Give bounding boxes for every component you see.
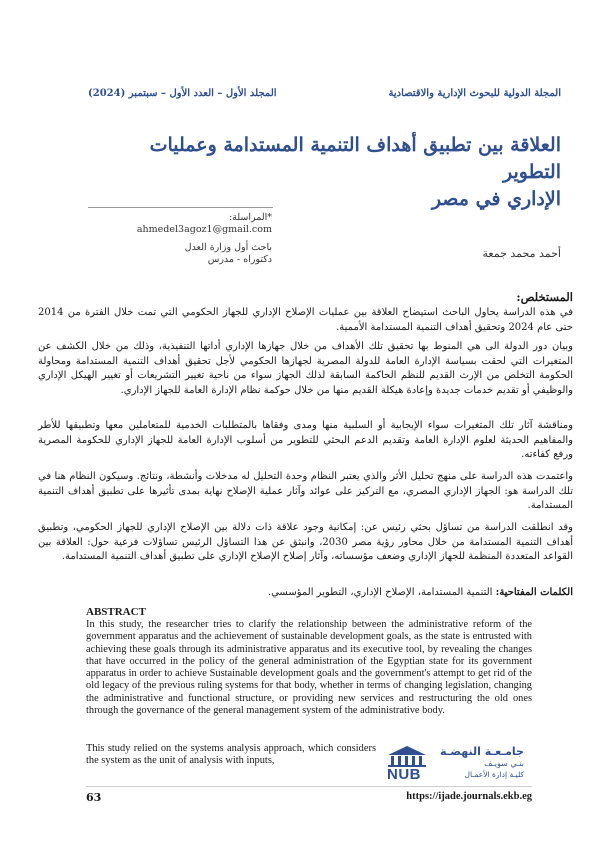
affiliation-rule xyxy=(88,207,273,208)
logo-abbreviation: NUB xyxy=(387,766,421,783)
author-degree: دكتوراه - مدرس xyxy=(207,254,272,265)
abstract-en-heading: ABSTRACT xyxy=(86,606,146,618)
abstract-ar-paragraph-5: وقد انطلقت الدراسة من تساؤل بحثي رئيس عن: إمكانية وجود علاقة ذات دلالة بين الإصلاح الإداري للجهاز الحكومي، وتطبيق أهداف التنمية المستدامة من خلال محاور رؤية مصر 2030، وانبثق عن هذا التساؤل الرئيس تساؤلات فرعية حول: العلاقة بين القواعد المتعددة المنظمة للجهاز الإداري وضعف مؤسساته، وآثار إصلاح الإصلاح الإداري على تطبيق أهداف التنمية المستدامة. xyxy=(38,522,573,562)
abstract-ar-paragraph-4: واعتمدت هذه الدراسة على منهج تحليل الأثر والذي يعتبر النظام وحدة التحليل له مدخلات وأنشطة، ونتائج. وسيكون النظام هنا في تلك الدراسة هو: الجهاز الإداري المصري، مع التركيز على عوائد وآثار عملية الإصلاح نهاية بمدى تأثيرها على تطبيق أهداف التنمية المستدامة. xyxy=(38,471,573,511)
abstract-en-paragraph-2: This study relied on the systems analysis approach, which considers the system as the unit of analysis with inputs, xyxy=(86,743,376,767)
abstract-ar-paragraph-3: ومناقشة آثار تلك المتغيرات سواء الإيجابية أو السلبية منها ومدى وفقاها بالمتطلبات الخدمية للمتعاملين معها وتطبيقها للأطر والمفاهيم الحديثة لعلوم الإدارة العامة وتقديم الدعم البحثي للتطوير من أسلوب الإدارة العامة للجهاز الإداري للحكومة المصرية ورفع كفاءته. xyxy=(38,420,573,460)
author-name: أحمد محمد جمعة xyxy=(482,247,561,260)
footer-rule xyxy=(86,786,532,787)
journal-name: المجلة الدولية للبحوث الإدارية والاقتصادية xyxy=(388,88,561,99)
logo-name-line-2: بنـي سويـف xyxy=(484,759,524,768)
abstract-ar-paragraph-1: في هذه الدراسة يحاول الباحث استيضاح العلاقة بين عمليات الإصلاح الإداري للجهاز الحكومي التي تمت خلال الفترة من 2014 حتى عام 2024 وتحقيق أهداف التنمية المستدامة الأممية. xyxy=(38,307,573,333)
keywords-label: الكلمات المفتاحية: xyxy=(495,587,573,598)
author-position: باحث أول وزارة العدل xyxy=(184,242,272,253)
keywords-text: التنمية المستدامة، الإصلاح الإداري، التطوير المؤسسي. xyxy=(267,587,493,598)
building-icon xyxy=(386,745,428,767)
abstract-en-paragraph-1: In this study, the researcher tries to clarify the relationship between the administrative reform of the government apparatus and the achievement of sustainable development goals, as the state is entrusted with achieving these goals through its administrative apparatus and its executive tool, by revealing the changes that have occurred in the policy of the general administration of the Egyptian state for its government apparatus in order to achieve Sustainable development goals and the government's attempt to get rid of the old legacy of the previous ruling systems for that body, whether in terms of changing legislation, changing the administrative and functional structure, or providing new services and restructuring the old ones through the governance of the general management system of the administrative body. xyxy=(86,619,532,717)
logo-name-line-3: كليـة إدارة الأعمـال xyxy=(464,770,524,779)
volume-issue: المجلد الأول – العدد الأول – سبتمبر (2024) xyxy=(88,88,277,99)
correspondence-label: *المراسلة: xyxy=(228,212,272,223)
abstract-ar-paragraph-2: وبيان دور الدولة الى هي المنوط بها تحقيق تلك الأهداف من خلال جهازها الإداري أداتها التنفيذية، وذلك من خلال الكشف عن المتغيرات التي لحقت بسياسة الإدارة العامة للدولة المصرية لجهازها الحكومي لأجل تحقيق أهداف التنمية المستدامة ومحاولة الحكومة التخلص من الإرث القديم للنظم الحاكمة السابقة لذلك الجهاز سواء من ناحية تغيير التشريعات أو تغيير الهيكل الإداري والوظيفي أو تقديم خدمات جديدة وإعادة هيكلة القديم منها من خلال حوكمة نظام الإدارة العامة للجهاز الإداري. xyxy=(38,341,573,396)
paper-title xyxy=(91,132,561,213)
page-number: 63 xyxy=(86,791,102,804)
title-line-1: العلاقة بين تطبيق أهداف التنمية المستدامة وعمليات التطوير xyxy=(149,134,561,183)
journal-url[interactable]: https://ijade.journals.ekb.eg xyxy=(406,791,532,802)
university-logo xyxy=(386,745,526,783)
abstract-ar-heading: المستخلص: xyxy=(516,290,573,304)
affiliation-block xyxy=(112,212,272,266)
author-email[interactable]: ahmedel3agoz1@gmail.com xyxy=(136,224,272,235)
keywords-line xyxy=(38,587,573,598)
logo-name-line-1: جامـعـة النهضـة xyxy=(439,745,524,758)
title-line-2: الإداري في مصر xyxy=(431,188,561,210)
